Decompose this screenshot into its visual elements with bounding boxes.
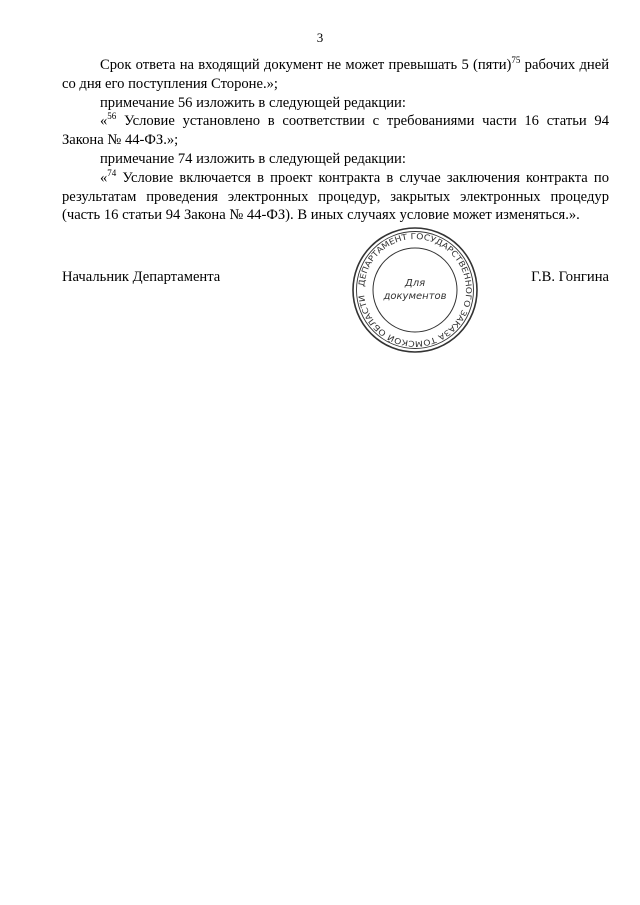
stamp-graphic <box>350 225 480 355</box>
paragraph-text: « <box>100 169 108 186</box>
paragraph-note-56 <box>62 112 609 150</box>
paragraph-text: « <box>100 113 108 130</box>
stamp-inner-ring <box>373 248 457 332</box>
footnote-mark: 75 <box>511 55 521 66</box>
signatory-name: Г.В. Гонгина <box>531 269 609 285</box>
document-body <box>62 56 609 225</box>
stamp-outer-ring <box>353 228 477 352</box>
paragraph-note-74-intro: примечание 74 изложить в следующей редакции: <box>100 150 406 167</box>
stamp-center-line1: Для <box>404 278 426 289</box>
paragraph-response-deadline <box>62 56 609 94</box>
paragraph-note-56-intro: примечание 56 изложить в следующей редакции: <box>100 94 406 111</box>
signatory-title: Начальник Департамента <box>62 269 221 285</box>
paragraph-text: Условие установлено в соответствии с требованиями части 16 статьи 94 Закона № 44-ФЗ.»; <box>62 113 609 149</box>
footnote-mark: 56 <box>107 111 117 122</box>
stamp-center-line2: документов <box>383 291 447 302</box>
paragraph-text: рабочих дней со дня его поступления Стороне.»; <box>62 57 610 92</box>
stamp-ring-textpath: ДЕПАРТАМЕНТ ГОСУДАРСТВЕННОГО ЗАКАЗА ТОМСКОЙ ОБЛАСТИ <box>357 231 474 349</box>
paragraph-text: Условие включается в проект контракта в случае заключения контракта по результатам проведения электронных процедур, закрытых электронных процедур (часть 16 статьи 94 Закона № 44-ФЗ). В иных случаях условие может изменяться.». <box>62 169 609 224</box>
page-number: 3 <box>316 30 324 45</box>
footnote-mark: 74 <box>107 167 117 178</box>
paragraph-text: Срок ответа на входящий документ не может превышать 5 (пяти) <box>100 57 512 73</box>
official-stamp <box>350 225 480 355</box>
paragraph-note-74 <box>62 169 609 225</box>
